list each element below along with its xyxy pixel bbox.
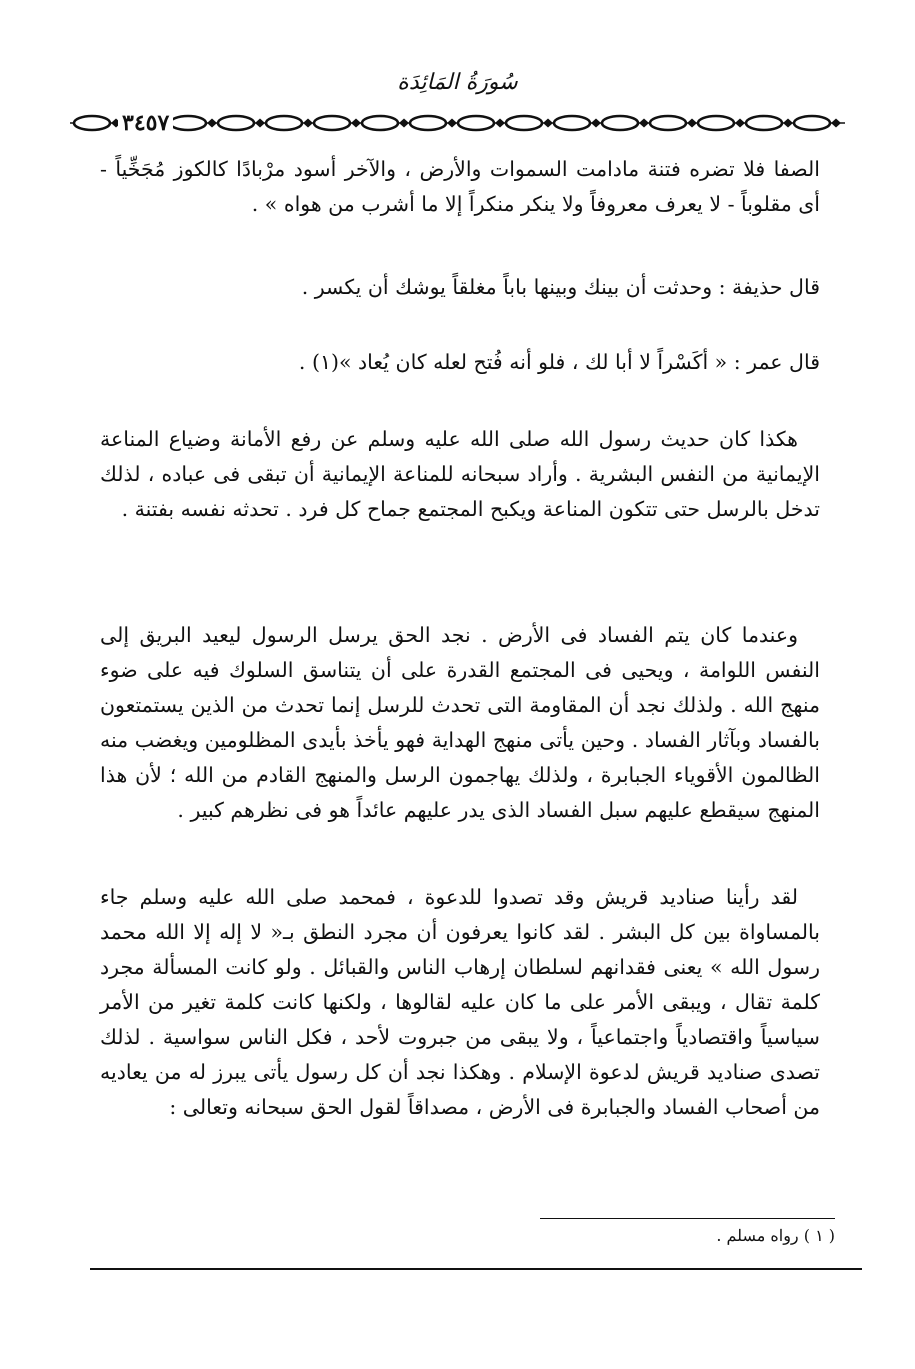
ornament-border <box>70 110 845 136</box>
page-number: ٣٤٥٧ <box>118 111 173 135</box>
paragraph-5: وعندما كان يتم الفساد فى الأرض . نجد الحق يرسل الرسول ليعيد البريق إلى النفس اللوامة ، ويحيى فى المجتمع القدرة على أن يتناسق السلوك فيه على ضوء منهج الله . ولذلك نجد أن المقاومة التى تحدث للرسل إنما تحدث من الذين يستمتعون بالفساد وبآثار الفساد . وحين يأتى منهج الهداية فهو يأخذ بأيدى المظلومين ويغضب منه الظالمون الأقوياء الجبابرة ، ولذلك يهاجمون الرسل والمنهج القادم من الله ؛ لأن هذا المنهج سيقطع عليهم سبل الفساد الذى يدر عليهم عائداً هو فى نظرهم كبير . <box>100 623 820 822</box>
bottom-rule <box>90 1268 862 1270</box>
footnote-divider <box>540 1218 835 1219</box>
paragraph-3: قال عمر : « أكَسْراً لا أبا لك ، فلو أنه فُتح لعله كان يُعاد »(١) . <box>298 350 820 374</box>
paragraph-1: الصفا فلا تضره فتنة مادامت السموات والأرض ، والآخر أسود مرْبادًا كالكوز مُجَخِّياً - أى مقلوباً - لا يعرف معروفاً ولا ينكر منكراً إلا ما أشرب من هواه » . <box>100 157 820 216</box>
surah-title: سُورَةُ المَائِدَة <box>397 70 518 95</box>
paragraph-2: قال حذيفة : وحدثت أن بينك وبينها باباً مغلقاً يوشك أن يكسر . <box>301 275 820 299</box>
footnote: ( ١ ) رواه مسلم . <box>716 1226 835 1245</box>
paragraph-4: هكذا كان حديث رسول الله صلى الله عليه وسلم عن رفع الأمانة وضياع المناعة الإيمانية من النفس البشرية . وأراد سبحانه للمناعة الإيمانية أن تبقى فى عباده ، لذلك تدخل بالرسل حتى تتكون المناعة ويكبح المجتمع جماح كل فرد . تحدثه نفسه بفتنة . <box>100 427 820 521</box>
paragraph-6: لقد رأينا صناديد قريش وقد تصدوا للدعوة ، فمحمد صلى الله عليه وسلم جاء بالمساواة بين كل البشر . لقد كانوا يعرفون أن مجرد النطق بـ« لا إله إلا الله محمد رسول الله » يعنى فقدانهم لسلطان إرهاب الناس والقبائل . ولو كانت المسألة مجرد كلمة تقال ، ويبقى الأمر على ما كان عليه لقالوها ، ولكنها كانت كلمة تغير من الأمر سياسياً واقتصادياً واجتماعياً ، ولا يبقى من جبروت لأحد ، فكل الناس سواسية . لذلك تصدى صناديد قريش لدعوة الإسلام . وهكذا نجد أن كل رسول يأتى يبرز له من يعاديه من أصحاب الفساد والجبابرة فى الأرض ، مصداقاً لقول الحق سبحانه وتعالى : <box>100 885 820 1119</box>
